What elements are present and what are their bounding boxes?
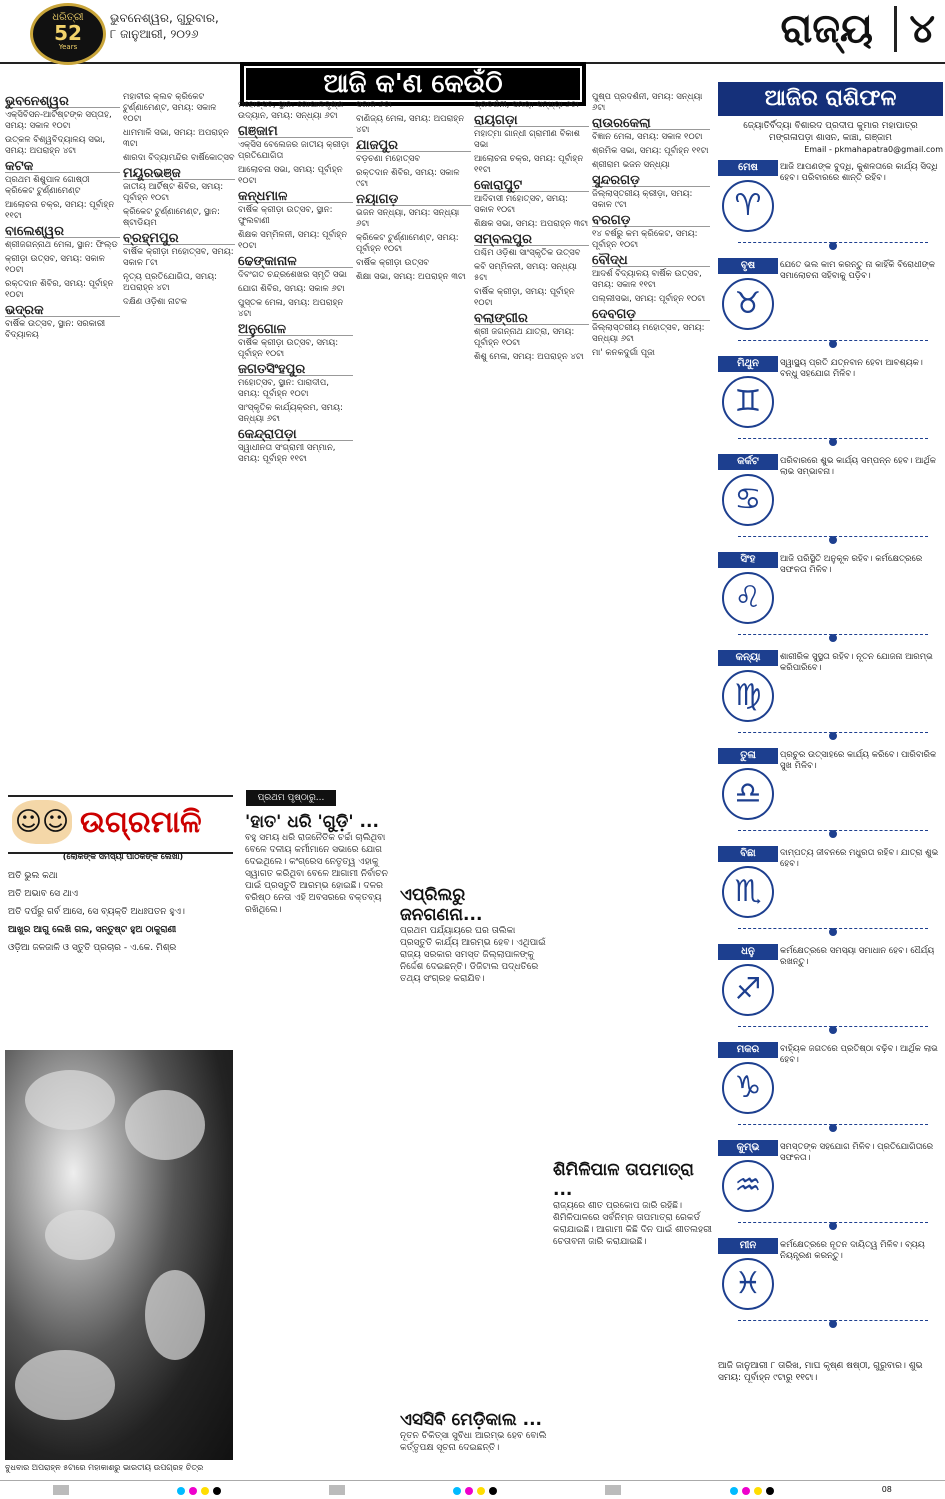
event-listing-item: ରକ୍ତଦାନ ଶିବିର, ସମୟ: ସକାଳ ୯ଟା: [356, 168, 460, 189]
event-listing-item: ସକାଳ ୬ଟା: [356, 100, 392, 110]
horoscope-byline: [718, 120, 943, 156]
print-mark: [605, 1485, 621, 1495]
event-listing-item: ଶାରଦା ବିଦ୍ୟାମନ୍ଦିର ବାର୍ଷିକୋତ୍ସବ: [123, 153, 235, 163]
city-heading: ଢେଙ୍କାନାଳ: [238, 256, 353, 268]
print-mark: [329, 1485, 345, 1495]
event-listing-item: କ୍ରିକେଟ ଟୁର୍ଣ୍ଣାମେଣ୍ଟ, ସମୟ: ପୂର୍ବାହ୍ନ ୧୦ଟା: [356, 233, 459, 254]
front-page-link-label: ପ୍ରଥମ ପୃଷ୍ଠାରୁ...: [246, 790, 336, 806]
sign-name: କନ୍ୟା: [718, 650, 778, 666]
event-listing-item: ବିଜ୍ଞାନ ମେଳା, ସମୟ: ସକାଳ ୧୦ଟା: [592, 132, 703, 142]
pisces-icon: ♓: [722, 1258, 774, 1310]
gemini-icon: ♊: [722, 376, 774, 428]
article-3: [553, 1160, 713, 1490]
event-listing-item: ପୁଷ୍ପ ପ୍ରଦର୍ଶନୀ, ସମୟ: ସନ୍ଧ୍ୟା ୬ଟା: [592, 92, 703, 113]
article-1-headline: 'ହାତ' ଧରି 'ଗୁଡ଼ି' ...: [245, 812, 379, 832]
sign-prediction: କର୍ମକ୍ଷେତ୍ରରେ ସମସ୍ୟା ସମାଧାନ ହେବ। ଧୈର୍ଯ୍ୟ ରଖନ୍ତୁ।: [780, 946, 935, 967]
article-2-text: ପ୍ରଥମ ପର୍ଯ୍ୟାୟରେ ଘର ତାଲିକା ପ୍ରସ୍ତୁତି କାର୍ଯ୍ୟ ଆରମ୍ଭ ହେବ। ଏଥିପାଇଁ ରାଜ୍ୟ ସରକାର ସମସ୍ତ ଜିଲ୍ଲାପାଳଙ୍କୁ ନିର୍ଦ୍ଦେଶ ଦେଇଛନ୍ତି। ଡିଜିଟାଲ ପଦ୍ଧତିରେ ତଥ୍ୟ ସଂଗ୍ରହ କରାଯିବ।: [400, 926, 546, 984]
horoscope-sign: [718, 944, 943, 1040]
city-heading: ଯାଜପୁର: [356, 140, 471, 152]
ugamali-line: ଆଖୁର ଆଗୁ ଲେଖି ଗଲ, ସନ୍ତୁଷ୍ଟ ହୁଅ ଠାକୁରାଣୀ: [8, 925, 177, 935]
sign-name: କର୍କଟ: [718, 454, 778, 470]
sign-prediction: ଆଜି ପରିସ୍ଥିତି ଅନୁକୂଳ ରହିବ। କର୍ମକ୍ଷେତ୍ରରେ ସଫଳତା ମିଳିବ।: [780, 554, 923, 575]
event-listing-item: ଧାମମାଳି ସଭା, ସମୟ: ଅପରାହ୍ନ ୩ଟା: [123, 128, 229, 149]
sign-name: ସିଂହ: [718, 552, 778, 568]
horoscope-sign: [718, 1238, 943, 1334]
city-heading: ସମ୍ବଲପୁର: [474, 234, 589, 246]
event-listing-item: ଯୋଗ ଶିବିର, ସମୟ: ସକାଳ ୬ଟା: [238, 284, 345, 294]
event-listing-item: ୧୪ ବର୍ଷରୁ କମ କ୍ରିକେଟ, ସମୟ: ପୂର୍ବାହ୍ନ ୧୦ଟା: [592, 229, 698, 250]
event-listing-item: ପଶ୍ଚିମ ଓଡ଼ିଶା ସାଂସ୍କୃତିକ ଉତ୍ସବ: [474, 248, 581, 258]
separator: [738, 438, 928, 450]
horoscope-sign: [718, 258, 943, 354]
sign-name: ତୁଳା: [718, 748, 778, 764]
separator: [738, 1124, 928, 1136]
sign-prediction: ପ୍ରଚୁର ଉତ୍ସାହରେ କାର୍ଯ୍ୟ କରିବେ। ପାରିବାରିକ ସୁଖ ମିଳିବ।: [780, 750, 937, 771]
sign-name: ମକର: [718, 1042, 778, 1058]
city-heading: ରାୟଗଡ଼ା: [474, 115, 589, 127]
events-banner: ଆଜି କ'ଣ କେଉଁଠି: [240, 62, 586, 106]
horoscope-sign: [718, 552, 943, 648]
ugamali-line: ଓଡ଼ିଆ ଜଳଜାଳି ଓ ସ୍ତୁତି ପ୍ରଚାର - ଏ.କେ. ମିଶ୍ର: [8, 943, 177, 953]
city-heading: ବ୍ରହ୍ମପୁର: [123, 233, 235, 245]
horoscope-address: ମଙ୍ଗଳାପଡ଼ା ଶାସନ, କାଞ୍ଚା, ଗଞ୍ଜାମ: [768, 133, 893, 143]
horoscope-sign: [718, 748, 943, 844]
separator: [738, 732, 928, 744]
ugamali-subtitle: (ଲୋକଙ୍କ ସମସ୍ୟା ପାଠକଙ୍କ ଲେଖା): [62, 852, 184, 861]
event-listing-item: ସାଂସ୍କୃତିକ କାର୍ଯ୍ୟକ୍ରମ, ସମୟ: ସନ୍ଧ୍ୟା ୬ଟା: [238, 403, 343, 424]
event-listing-item: ଜିଲ୍ଲାସ୍ତରୀୟ କ୍ରୀଡ଼ା, ସମୟ: ସକାଳ ୯ଟା: [592, 189, 693, 210]
page-code: 08: [881, 1485, 892, 1494]
sign-name: ବିଛା: [718, 846, 778, 862]
separator: [738, 830, 928, 842]
city-heading: ବୌଦ୍ଧ: [592, 255, 710, 267]
event-listing-item: ରକ୍ତଦାନ ଶିବିର, ସମୟ: ପୂର୍ବାହ୍ନ ୧୦ଟା: [5, 279, 114, 300]
listing-column-6: [592, 92, 710, 780]
article-1-text: ବହୁ ସମୟ ଧରି ରାଜନୈତିକ ଚର୍ଚ୍ଚା ଚାଲିଥିବା ବେଳେ ଦଳୀୟ କର୍ମୀମାନେ ସଭାରେ ଯୋଗ ଦେଇଥିଲେ। କଂଗ୍ରେସ ନେତୃତ୍ୱ ଏହାକୁ ସ୍ୱାଗତ କରିଥିବା ବେଳେ ଆଗାମୀ ନିର୍ବାଚନ ପାଇଁ ପ୍ରସ୍ତୁତି ଆରମ୍ଭ ହୋଇଛି। ଦଳର ବରିଷ୍ଠ ନେତା ଏହି ଅବସରରେ ବକ୍ତବ୍ୟ ରଖିଥିଲେ।: [245, 833, 388, 915]
horoscope-sign: [718, 356, 943, 452]
city-heading: ଭୁବନେଶ୍ୱର: [5, 96, 120, 108]
horoscope-author: ଜ୍ୟୋତିର୍ବିଦ୍ୟା ବିଶାରଦ ପ୍ରଦୀପ କୁମାର ମହାପାତ୍ର: [743, 121, 918, 131]
sign-name: ମୀନ: [718, 1238, 778, 1254]
city-heading: କନ୍ଧମାଳ: [238, 191, 353, 203]
event-listing-item: ଆଲୋଚନା ସଭା, ସମୟ: ପୂର୍ବାହ୍ନ ୧୦ଟା: [238, 165, 343, 186]
event-listing-item: ଶ୍ରମିକ ସଭା, ସମୟ: ପୂର୍ବାହ୍ନ ୧୧ଟା: [592, 146, 709, 156]
ugamali-line: ଅତି ଭୁଲ କଥା: [8, 871, 58, 881]
aries-icon: ♈: [722, 180, 774, 232]
sign-prediction: ଶାରୀରିକ ସୁସ୍ଥତା ରହିବ। ନୂତନ ଯୋଜନା ଆରମ୍ଭ କରିପାରିବେ।: [780, 652, 933, 673]
event-listing-item: କ୍ରିକେଟ ଟୁର୍ଣ୍ଣାମେଣ୍ଟ, ସ୍ଥାନ: ଷ୍ଟାଡିୟମ: [123, 207, 220, 228]
separator: [738, 242, 928, 254]
capricorn-icon: ♑: [722, 1062, 774, 1114]
event-listing-item: ସ୍ୱାଧୀନତା ସଂଗ୍ରାମୀ ସମ୍ମାନ, ସମୟ: ପୂର୍ବାହ୍ନ ୧୧ଟା: [238, 443, 336, 464]
dateline: [110, 10, 270, 42]
event-listing-item: ଶିକ୍ଷକ ସଭା, ସମୟ: ଅପରାହ୍ନ ୩ଟା: [474, 219, 589, 229]
separator: [738, 536, 928, 548]
print-mark: [53, 1485, 69, 1495]
city-heading: କେନ୍ଦ୍ରାପଡ଼ା: [238, 429, 353, 441]
ugamali-line: ଅତି ଅଭାବ ସେ ଥାଏ: [8, 889, 78, 899]
sign-prediction: କର୍ମକ୍ଷେତ୍ରରେ ନୂତନ ଦାୟିତ୍ୱ ମିଳିବ। ବ୍ୟୟ ନିୟନ୍ତ୍ରଣ କରନ୍ତୁ।: [780, 1240, 925, 1261]
event-listing-item: ବାଣିଜ୍ୟ ମେଳା, ସମୟ: ଅପରାହ୍ନ ୪ଟା: [356, 114, 465, 135]
event-listing-item: ଉତ୍କଳ ବିଶ୍ୱବିଦ୍ୟାଳୟ ସଭା, ସମୟ: ଅପରାହ୍ନ ୪ଟା: [5, 135, 106, 156]
listing-column-4: [356, 100, 471, 780]
article-3-text: ରାଜ୍ୟରେ ଶୀତ ପ୍ରକୋପ ଜାରି ରହିଛି। ଶିମିଳିପାଳରେ ସର୍ବନିମ୍ନ ତାପମାତ୍ରା ରେକର୍ଡ କରାଯାଇଛି। ଆଗାମୀ କିଛି ଦିନ ପାଇଁ ଶୀତଲହରୀ ଚେତାବନୀ ଜାରି କରାଯାଇଛି।: [553, 1201, 713, 1247]
city-heading: ରାଉରକେଲା: [592, 118, 710, 130]
sign-prediction: ଦାମ୍ପତ୍ୟ ଜୀବନରେ ମଧୁରତା ରହିବ। ଯାତ୍ରା ଶୁଭ ହେବ।: [780, 848, 939, 869]
page-number: ୪: [894, 6, 935, 52]
article-1: [245, 812, 395, 1482]
event-listing-item: ନୃତ୍ୟ ପ୍ରତିଯୋଗିତା, ସମୟ: ଅପରାହ୍ନ ୪ଟା: [123, 272, 218, 293]
sign-prediction: ଯେତେ ଭଲ କାମ କରନ୍ତୁ ନା କାହିଁକି ବିରୋଧୀଙ୍କ ସମାଲୋଚନା ସହିବାକୁ ପଡ଼ିବ।: [780, 260, 935, 281]
sagittarius-icon: ♐: [722, 964, 774, 1016]
sign-prediction: ସ୍ୱାସ୍ଥ୍ୟ ପ୍ରତି ଯତ୍ନବାନ ହେବା ଆବଶ୍ୟକ। ବନ୍ଧୁ ସହଯୋଗ ମିଳିବ।: [780, 358, 923, 379]
city-heading: ଜଗତସିଂହପୁର: [238, 364, 353, 376]
horoscope-sign: [718, 160, 943, 256]
sign-prediction: ପରିବାରରେ ଶୁଭ କାର୍ଯ୍ୟ ସମ୍ପନ୍ନ ହେବ। ଆର୍ଥିକ ଲାଭ ସମ୍ଭାବନା।: [780, 456, 936, 477]
logo-brand: ଧରିତ୍ରୀ: [52, 12, 84, 23]
horoscope-sign: [718, 454, 943, 550]
scorpio-icon: ♏: [722, 866, 774, 918]
sign-name: ଧନୁ: [718, 944, 778, 960]
event-listing-item: ଶ୍ରୀଜଗନ୍ନାଥ ମେଳା, ସ୍ଥାନ: ଫିଲ୍ଡ: [5, 240, 118, 250]
event-listing-item: ଦକ୍ଷିଣ ଓଡ଼ିଶା ନାଟକ: [123, 297, 187, 307]
separator: [738, 928, 928, 940]
city-heading: ଅନୁଗୋଳ: [238, 324, 353, 336]
sign-name: ମିଥୁନ: [718, 356, 778, 372]
listing-column-1: [5, 92, 120, 792]
ugamali-line: ଅତି ଦର୍ପରୁ ଗର୍ବ ଆସେ, ସେ ବ୍ୟକ୍ତି ଅଧଃପତନ ହୁଏ।: [8, 907, 185, 917]
event-listing-item: ଜାତୀୟ ଆର୍ଟିଷ୍ଟ ଶିବିର, ସମୟ: ପୂର୍ବାହ୍ନ ୧୦ଟା: [123, 182, 224, 203]
dateline-line1: ଭୁବନେଶ୍ୱର, ଗୁରୁବାର,: [110, 11, 219, 25]
separator: [738, 1026, 928, 1038]
sign-prediction: ବାହ୍ୟିକ ଜଗତରେ ପ୍ରତିଷ୍ଠା ବଢ଼ିବ। ଆର୍ଥିକ ଲାଭ ହେବ।: [780, 1044, 938, 1065]
event-listing-item: ଭଜନ ସନ୍ଧ୍ୟା, ସମୟ: ସନ୍ଧ୍ୟା ୬ଟା: [356, 208, 460, 229]
sign-name: ମେଷ: [718, 160, 778, 176]
listing-column-2: [123, 92, 235, 792]
event-listing-item: ବାର୍ଷିକ କ୍ରୀଡ଼ା, ସମୟ: ପୂର୍ବାହ୍ନ ୧୦ଟା: [474, 287, 575, 308]
section-name: ରାଜ୍ୟ: [780, 6, 873, 52]
listing-column-5: [474, 100, 589, 780]
taurus-icon: ♉: [722, 278, 774, 330]
event-listing-item: ମହୋତ୍ସବ, ସ୍ଥାନ: ଗୋପାଳକୃଷ୍ଣ ଉଦ୍ୟାନ, ସମୟ: ସନ୍ଧ୍ୟା ୬ଟା: [238, 100, 344, 121]
listing-column-3: [238, 100, 353, 780]
event-listing-item: ଏକ୍ସିବିସନ-ଆର୍ଟିଷ୍ଟଙ୍କ ସପ୍ତାହ, ସମୟ: ସକାଳ ୧୦ଟା: [5, 110, 112, 131]
ugamali-body: [8, 870, 238, 960]
article-4: [400, 1410, 550, 1480]
event-listing-item: ପ୍ରଥମ ଶିଶୁପାଳ ଗୋଷ୍ଠୀ କ୍ରିକେଟ ଟୁର୍ଣ୍ଣାମେଣ୍ଟ: [5, 175, 90, 196]
print-bar: [0, 1480, 945, 1498]
horoscope-sign: [718, 650, 943, 746]
event-listing-item: ଦିବଂଗତ ଚନ୍ଦ୍ରଶେଖର ସ୍ମୃତି ସଭା: [238, 270, 347, 280]
aquarius-icon: ♒: [722, 1160, 774, 1212]
event-listing-item: ଶିକ୍ଷା ସଭା, ସମୟ: ଅପରାହ୍ନ ୩ଟା: [356, 272, 466, 282]
event-listing-item: ବାର୍ଷିକ କ୍ରୀଡ଼ା ଉତ୍ସବ: [356, 258, 429, 268]
separator: [738, 340, 928, 352]
cancer-icon: ♋: [722, 474, 774, 526]
article-4-headline: ଏସସିବି ମେଡ଼ିକାଲ ...: [400, 1410, 542, 1430]
article-2-headline: ଏପ୍ରିଲରୁ ଜନଗଣନା...: [400, 885, 483, 925]
event-listing-item: ପୁସ୍ତକ ମେଳା, ସମୟ: ଅପରାହ୍ନ ୪ଟା: [238, 298, 344, 319]
event-listing-item: ବାର୍ଷିକ କ୍ରୀଡ଼ା ମହୋତ୍ସବ, ସମୟ: ସକାଳ ୮ଟା: [123, 247, 234, 268]
logo-years-label: Years: [58, 43, 78, 51]
event-listing-item: ବଡ଼ଚଣା ମହୋତ୍ସବ: [356, 154, 421, 164]
event-listing-item: ଆଦର୍ଶ ବିଦ୍ୟାଳୟ ବାର୍ଷିକ ଉତ୍ସବ, ସମୟ: ସକାଳ ୧୧ଟା: [592, 269, 702, 290]
separator: [738, 634, 928, 646]
article-4-text: ନୂତନ ଚିକିତ୍ସା ସୁବିଧା ଆରମ୍ଭ ହେବ ବୋଲି କର୍ତ୍ତୃପକ୍ଷ ସୂଚନା ଦେଇଛନ୍ତି।: [400, 1431, 547, 1453]
horoscope-sign: [718, 1140, 943, 1236]
city-heading: କୋରାପୁଟ: [474, 180, 589, 192]
horoscope-sign: [718, 1042, 943, 1138]
event-listing-item: ଜିଲ୍ଲାସ୍ତରୀୟ ମହୋତ୍ସବ, ସମୟ: ସନ୍ଧ୍ୟା ୬ଟା: [592, 323, 705, 344]
satellite-caption: ବୁଧବାର ଅପରାହ୍ନ ୫ଟାରେ ମହାକାଶରୁ ଭାରତୀୟ ଉପଗ୍ରହ ଚିତ୍ର: [5, 1463, 204, 1472]
color-registration-marks: [451, 1480, 499, 1499]
sign-name: କୁମ୍ଭ: [718, 1140, 778, 1156]
sign-prediction: ଆଜି ଆପଣଙ୍କ ବୁଦ୍ଧି, କୁଶଳତାରେ କାର୍ଯ୍ୟ ସିଦ୍ଧି ହେବ। ପରିବାରରେ ଶାନ୍ତି ରହିବ।: [780, 162, 938, 183]
leo-icon: ♌: [722, 572, 774, 624]
separator: [738, 1222, 928, 1234]
city-heading: ଗଞ୍ଜାମ: [238, 126, 353, 138]
event-listing-item: ଆଲୋଚନା ଚକ୍ର, ସମୟ: ପୂର୍ବାହ୍ନ ୧୧ଟା: [5, 200, 115, 221]
event-listing-item: ଶ୍ରୀ ଜଗନ୍ନାଥ ଯାତ୍ରା, ସମୟ: ପୂର୍ବାହ୍ନ ୧୦ଟା: [474, 327, 575, 348]
horoscope-sign: [718, 846, 943, 942]
city-heading: କଟକ: [5, 161, 120, 173]
event-listing-item: ବାର୍ଷିକ କ୍ରୀଡ଼ା ଉତ୍ସବ, ସମୟ: ପୂର୍ବାହ୍ନ ୧୦ଟା: [238, 338, 339, 359]
event-listing-item: ଏକ୍ସିସ ବେଲେଜର ଜାତୀୟ କ୍ରୀଡ଼ା ପ୍ରତିଯୋଗିତା: [238, 140, 350, 161]
event-listing-item: ବାର୍ଷିକ ଉତ୍ସବ, ସ୍ଥାନ: ସରକାରୀ ବିଦ୍ୟାଳୟ: [5, 319, 106, 340]
dateline-line2: ୮ ଜାନୁଆରୀ, ୨୦୨୬: [110, 27, 199, 41]
panjika-info: ଆଜି ଜାନୁଆରୀ ୮ ତାରିଖ, ମାଘ କୃଷ୍ଣ ଷଷ୍ଠୀ, ଗୁରୁବାର। ଶୁଭ ସମୟ: ପୂର୍ବାହ୍ନ ୯ଟାରୁ ୧୧ଟା।: [718, 1361, 923, 1383]
article-2: [400, 885, 550, 1445]
virgo-icon: ♍: [722, 670, 774, 722]
horoscope-title: ଆଜିର ରାଶିଫଳ: [718, 82, 943, 116]
city-heading: ନୟାଗଡ଼: [356, 194, 471, 206]
color-registration-marks: [728, 1480, 776, 1499]
satellite-weather-image: [5, 1050, 233, 1460]
color-registration-marks: [175, 1480, 223, 1499]
event-listing-item: ବାର୍ଷିକ କ୍ରୀଡ଼ା ଉତ୍ସବ, ସ୍ଥାନ: ଫୁଲବାଣୀ: [238, 205, 333, 226]
separator: [738, 1320, 928, 1332]
horoscope-email: Email - pkmahapatra0@gmail.com: [804, 145, 943, 154]
event-listing-item: କ୍ରୀଡ଼ା ଉତ୍ସବ, ସମୟ: ସକାଳ ୧୦ଟା: [5, 254, 105, 275]
event-listing-item: ମହାତ୍ମା ଗାନ୍ଧୀ ଗ୍ରାମୀଣ ବିକାଶ ସଭା: [474, 129, 580, 150]
event-listing-item: ଶ୍ରୀରାମ ଭଜନ ସନ୍ଧ୍ୟା: [592, 160, 670, 170]
libra-icon: ♎: [722, 768, 774, 820]
city-heading: ବଲାଙ୍ଗୀର: [474, 313, 589, 325]
event-listing-item: ଆଦିବାସୀ ମହୋତ୍ସବ, ସମୟ: ସକାଳ ୧୦ଟା: [474, 194, 568, 215]
event-listing-item: ମହାବୀର କ୍ଲବ କ୍ରିକେଟ ଟୁର୍ଣ୍ଣାମେଣ୍ଟ, ସମୟ: ସକାଳ ୧୦ଟା: [123, 92, 217, 124]
event-listing-item: ପଲ୍ଲୀସଭା, ସମୟ: ପୂର୍ବାହ୍ନ ୧୦ଟା: [592, 294, 706, 304]
city-heading: ଭଦ୍ରକ: [5, 305, 120, 317]
newspaper-logo: [30, 3, 106, 65]
sign-prediction: ସମସ୍ତଙ୍କ ସହଯୋଗ ମିଳିବ। ପ୍ରତିଯୋଗିତାରେ ସଫଳତା।: [780, 1142, 934, 1163]
city-heading: ଦେବଗଡ଼: [592, 309, 710, 321]
article-3-headline: ଶିମିଳିପାଳ ତାପମାତ୍ରା ...: [553, 1160, 694, 1200]
city-heading: ସୁନ୍ଦରଗଡ଼: [592, 175, 710, 187]
event-listing-item: ଶିକ୍ଷକ ସମ୍ମିଳନୀ, ସମୟ: ପୂର୍ବାହ୍ନ ୧୦ଟା: [238, 230, 348, 251]
event-listing-item: ଆଲୋଚନା ଚକ୍ର, ସମୟ: ପୂର୍ବାହ୍ନ ୧୧ଟା: [474, 154, 584, 175]
event-listing-item: ମହୋତ୍ସବ, ସ୍ଥାନ: ପାରାଦୀପ, ସମୟ: ପୂର୍ବାହ୍ନ ୧୦ଟା: [238, 378, 329, 399]
cartoon-faces-icon: ☺☺: [12, 800, 72, 844]
city-heading: ବରଗଡ଼: [592, 215, 710, 227]
event-listing-item: ଶିଶୁ ମେଳା, ସମୟ: ଅପରାହ୍ନ ୪ଟା: [474, 352, 584, 362]
logo-years: 52: [54, 21, 82, 45]
event-listing-item: କବି ସମ୍ମିଳନୀ, ସମୟ: ସନ୍ଧ୍ୟା ୫ଟା: [474, 262, 577, 283]
city-heading: ବାଲେଶ୍ୱର: [5, 226, 120, 238]
event-listing-item: ପ୍ରଦର୍ଶନୀ, ସମୟ: ସନ୍ଧ୍ୟା ୬ଟା: [474, 100, 579, 110]
event-listing-item: ମା' କନକଦୁର୍ଗା ପୂଜା: [592, 348, 655, 358]
city-heading: ମୟୂରଭଞ୍ଜ: [123, 168, 235, 180]
sign-name: ବୃଷ: [718, 258, 778, 274]
ugamali-title: ଉଗ୍ରମାଳି: [80, 805, 202, 840]
